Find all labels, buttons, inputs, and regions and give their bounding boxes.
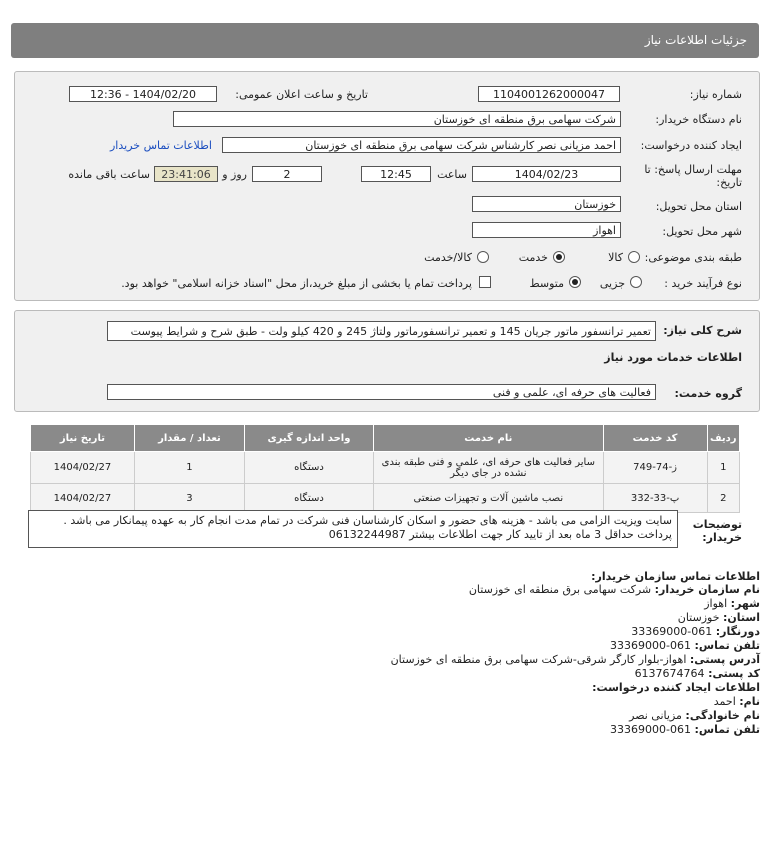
col-qty: تعداد / مقدار: [134, 425, 244, 452]
col-date: تاریخ نیاز: [31, 425, 135, 452]
purchase-medium-radio[interactable]: [569, 276, 581, 288]
row-code: پ-33-332: [603, 484, 707, 513]
row-name: سایر فعالیت های حرفه ای، علمی و فنی طبقه بندی نشده در جای دیگر: [373, 452, 603, 484]
row-qty: 1: [134, 452, 244, 484]
category-goods-service-label: کالا/خدمت: [424, 251, 472, 264]
remaining-label: ساعت باقی مانده: [68, 168, 150, 181]
family-value: مزیانی نصر: [629, 709, 682, 722]
row-unit: دستگاه: [244, 452, 373, 484]
row-unit: دستگاه: [244, 484, 373, 513]
row-qty: 3: [134, 484, 244, 513]
province-field: خوزستان: [472, 196, 621, 212]
page-header: [11, 23, 759, 58]
summary-label: شرح کلی نیاز:: [663, 324, 742, 337]
contact-province-value: خوزستان: [677, 611, 720, 624]
deadline-date-field: 1404/02/23: [472, 166, 621, 182]
contact-city-value: اهواز: [704, 597, 728, 610]
need-number-label: شماره نیاز:: [689, 88, 742, 101]
row-index: 1: [707, 452, 740, 484]
contact-city-label: شهر:: [730, 597, 760, 610]
page-title: جزئیات اطلاعات نیاز: [644, 33, 747, 47]
days-label: روز و: [222, 168, 247, 181]
fax-value: 061-33369000: [631, 625, 713, 638]
category-service-label: خدمت: [518, 251, 548, 264]
category-goods-label: کالا: [608, 251, 623, 264]
col-index: ردیف: [707, 425, 740, 452]
province-label: استان محل تحویل:: [655, 200, 742, 213]
address-value: اهواز-بلوار کارگر شرقی-شرکت سهامی برق منطقه ای خوزستان: [390, 653, 687, 666]
fax-label: دورنگار:: [715, 625, 760, 638]
contact-buyer-link[interactable]: اطلاعات تماس خریدار: [110, 139, 212, 152]
purchase-type-label: نوع فرآیند خرید :: [664, 277, 742, 290]
address-label: آدرس پستی:: [689, 653, 760, 666]
creator-phone-label: تلفن تماس:: [694, 723, 760, 736]
row-name: نصب ماشین آلات و تجهیزات صنعتی: [373, 484, 603, 513]
phone-value: 061-33369000: [610, 639, 692, 652]
col-name: نام خدمت: [373, 425, 603, 452]
row-date: 1404/02/27: [31, 484, 135, 513]
buyer-notes-field: سایت ویزیت الزامی می باشد - هزینه های حضور و اسکان کارشناسان فنی شرکت در تمام مدت انجام کار به عهده پیمانکار می باشد . پرداخت حداقل 3 ماه بعد از تایید کار جهت اطلاعات بیشتر 06132244987: [28, 510, 678, 548]
buyer-org-label: نام دستگاه خریدار:: [655, 113, 742, 126]
creator-field: احمد مزیانی نصر کارشناس شرکت سهامی برق منطقه ای خوزستان: [222, 137, 621, 153]
creator-heading: اطلاعات ایجاد کننده درخواست:: [592, 681, 760, 694]
remaining-time-field: 23:41:06: [154, 166, 218, 182]
buyer-notes-label: توضیحات خریدار:: [692, 518, 742, 544]
postal-value: 6137674764: [634, 667, 705, 680]
name-label: نام:: [739, 695, 760, 708]
family-label: نام خانوادگی:: [685, 709, 760, 722]
need-number-field: 1104001262000047: [478, 86, 620, 102]
deadline-label: مهلت ارسال پاسخ: تا تاریخ:: [644, 163, 742, 189]
announce-field: 1404/02/20 - 12:36: [69, 86, 217, 102]
creator-phone-value: 061-33369000: [610, 723, 692, 736]
org-label: نام سازمان خریدار:: [654, 583, 760, 596]
summary-field: تعمیر ترانسفور ماتور جریان 145 و تعمیر ترانسفورماتور ولتاژ 245 و 420 کیلو ولت - طبق شرح و شرایط پیوست: [107, 321, 656, 341]
city-label: شهر محل تحویل:: [662, 225, 742, 238]
service-group-field: فعالیت های حرفه ای، علمی و فنی: [107, 384, 656, 400]
creator-label: ایجاد کننده درخواست:: [640, 139, 742, 152]
treasury-text: پرداخت تمام یا بخشی از مبلغ خرید،از محل "اسناد خزانه اسلامی" خواهد بود.: [121, 277, 472, 290]
row-date: 1404/02/27: [31, 452, 135, 484]
buyer-org-field: شرکت سهامی برق منطقه ای خوزستان: [173, 111, 621, 127]
table-row: [31, 452, 740, 484]
services-heading: اطلاعات خدمات مورد نیاز: [604, 351, 742, 364]
category-service-radio[interactable]: [553, 251, 565, 263]
purchase-minor-radio[interactable]: [630, 276, 642, 288]
table-header-row: [31, 425, 740, 452]
time-label: ساعت: [437, 168, 467, 181]
category-label: طبقه بندی موضوعی:: [644, 251, 742, 264]
announce-label: تاریخ و ساعت اعلان عمومی:: [235, 88, 368, 101]
postal-label: کد پستی:: [708, 667, 760, 680]
col-code: کد خدمت: [603, 425, 707, 452]
days-field: 2: [252, 166, 322, 182]
table-row: [31, 484, 740, 513]
purchase-minor-label: جزیی: [599, 277, 625, 290]
purchase-medium-label: متوسط: [529, 277, 564, 290]
contact-heading: اطلاعات تماس سازمان خریدار:: [591, 570, 760, 583]
treasury-checkbox[interactable]: [479, 276, 491, 288]
services-table: [30, 424, 740, 513]
name-value: احمد: [713, 695, 736, 708]
org-value: شرکت سهامی برق منطقه ای خوزستان: [468, 583, 652, 596]
deadline-time-field: 12:45: [361, 166, 431, 182]
col-unit: واحد اندازه گیری: [244, 425, 373, 452]
category-goods-service-radio[interactable]: [477, 251, 489, 263]
contact-province-label: استان:: [723, 611, 760, 624]
phone-label: تلفن تماس:: [694, 639, 760, 652]
row-index: 2: [707, 484, 740, 513]
category-goods-radio[interactable]: [628, 251, 640, 263]
city-field: اهواز: [472, 222, 621, 238]
row-code: ز-74-749: [603, 452, 707, 484]
service-group-label: گروه خدمت:: [674, 387, 742, 400]
